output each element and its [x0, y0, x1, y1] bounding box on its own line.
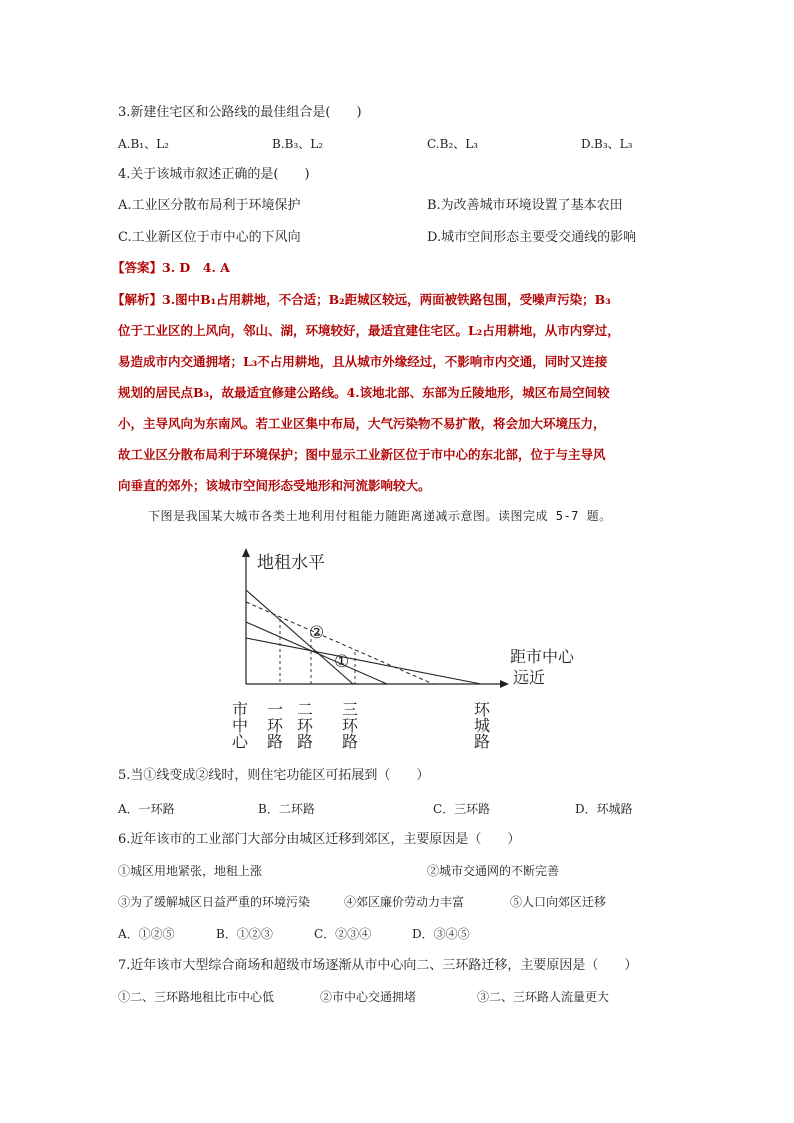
svg-text:三环路: 三环路	[339, 701, 359, 749]
x-axis-label-1: 距市中心	[510, 647, 575, 666]
tick-ring2	[295, 701, 314, 749]
q3-option-a: A.B₁、L₂	[118, 137, 169, 151]
q6-item-2: ②城市交通网的不断完善	[427, 864, 560, 878]
x-axis-arrow	[500, 680, 509, 688]
svg-text:二环路: 二环路	[294, 701, 314, 749]
q7-item-2: ②市中心交通拥堵	[320, 990, 417, 1004]
svg-text:市中心: 市中心	[229, 701, 249, 749]
q5-stem: 5.当①线变成②线时，则住宅功能区可拓展到（ ）	[118, 768, 430, 783]
explanation-line-7: 向垂直的郊外；该城市空间形态受地形和河流影响较大。	[118, 478, 431, 493]
q5-option-a: A．一环路	[118, 802, 175, 816]
q4-option-a: A.工业区分散布局利于环境保护	[118, 198, 301, 213]
q4-option-b: B.为改善城市环境设置了基本农田	[427, 198, 623, 213]
q6-option-a: A．①②⑤	[118, 927, 175, 941]
y-axis-arrow	[242, 548, 250, 557]
q5-option-c: C．三环路	[433, 802, 491, 816]
answer-label: 【答案】	[112, 260, 163, 275]
q5-option-b: B．二环路	[258, 802, 315, 816]
answer-block	[112, 258, 230, 278]
q7-item-1: ①二、三环路地租比市中心低	[118, 990, 275, 1004]
tick-city-center	[230, 701, 249, 749]
q3-option-b: B.B₃、L₂	[272, 137, 324, 151]
tick-outer-ring	[472, 701, 491, 749]
answer-text: 3. D 4. A	[162, 260, 230, 275]
q4-option-d: D.城市空间形态主要受交通线的影响	[427, 230, 637, 245]
y-axis-label: 地租水平	[257, 553, 325, 573]
rent-line-industrial	[246, 638, 481, 684]
q5-option-d: D．环城路	[575, 802, 633, 816]
explanation-label: 【解析】	[112, 292, 163, 307]
svg-text:环城路: 环城路	[471, 701, 491, 749]
q6-item-3: ③为了缓解城区日益严重的环境污染	[118, 895, 311, 909]
q4-option-c: C.工业新区位于市中心的下风向	[118, 230, 301, 245]
q6-item-5: ⑤人口向郊区迁移	[510, 895, 607, 909]
q6-option-b: B．①②③	[216, 927, 273, 941]
rent-gradient-figure	[225, 540, 605, 750]
q4-stem: 4.关于该城市叙述正确的是( )	[118, 167, 310, 182]
q6-option-c: C．②③④	[314, 927, 372, 941]
q6-item-4: ④郊区廉价劳动力丰富	[344, 895, 465, 909]
tick-ring3	[340, 701, 359, 749]
marker-2: ②	[309, 623, 325, 643]
explanation-line-4: 规划的居民点B₃，故最适宜修建公路线。4.该地北部、东部为丘陵地形，城区布局空间较	[118, 385, 610, 400]
q7-item-3: ③二、三环路人流量更大	[477, 990, 610, 1004]
x-axis-label-2: 远近	[513, 668, 546, 687]
explanation-line-3: 易造成市内交通拥堵；L₃不占用耕地，且从城市外缘经过，不影响市内交通，同时又连接	[118, 354, 608, 369]
explanation-line-2: 位于工业区的上风向，邻山、湖，环境较好，最适宜建住宅区。L₂占用耕地，从市内穿过，	[118, 323, 620, 338]
q6-option-d: D．③④⑤	[412, 927, 470, 941]
q3-option-d: D.B₃、L₃	[581, 137, 633, 151]
q3-stem: 3.新建住宅区和公路线的最佳组合是( )	[118, 105, 362, 120]
figure-intro: 下图是我国某大城市各类土地利用付租能力随距离递减示意图。读图完成 5-7 题。	[148, 509, 612, 523]
q7-stem: 7.近年该市大型综合商场和超级市场逐渐从市中心向二、三环路迁移，主要原因是（ ）	[118, 958, 638, 973]
tick-ring1	[265, 701, 284, 749]
q6-stem: 6.近年该市的工业部门大部分由城区迁移到郊区，主要原因是（ ）	[118, 832, 521, 847]
explanation-line-1: 【解析】3.图中B₁占用耕地，不合适；B₂距城区较远，两面被铁路包围，受噪声污染；B₃	[112, 292, 611, 307]
explanation-line-5: 小，主导风向为东南风。若工业区集中布局，大气污染物不易扩散，将会加大环境压力，	[118, 416, 606, 431]
q6-item-1: ①城区用地紧张，地租上涨	[118, 864, 263, 878]
q3-option-c: C.B₂、L₃	[427, 137, 478, 151]
explanation-block	[112, 284, 672, 501]
marker-1: ①	[334, 652, 350, 672]
explanation-line-6: 故工业区分散布局利于环境保护；图中显示工业新区位于市中心的东北部，位于与主导风	[118, 447, 606, 462]
svg-text:一环路: 一环路	[264, 701, 284, 749]
